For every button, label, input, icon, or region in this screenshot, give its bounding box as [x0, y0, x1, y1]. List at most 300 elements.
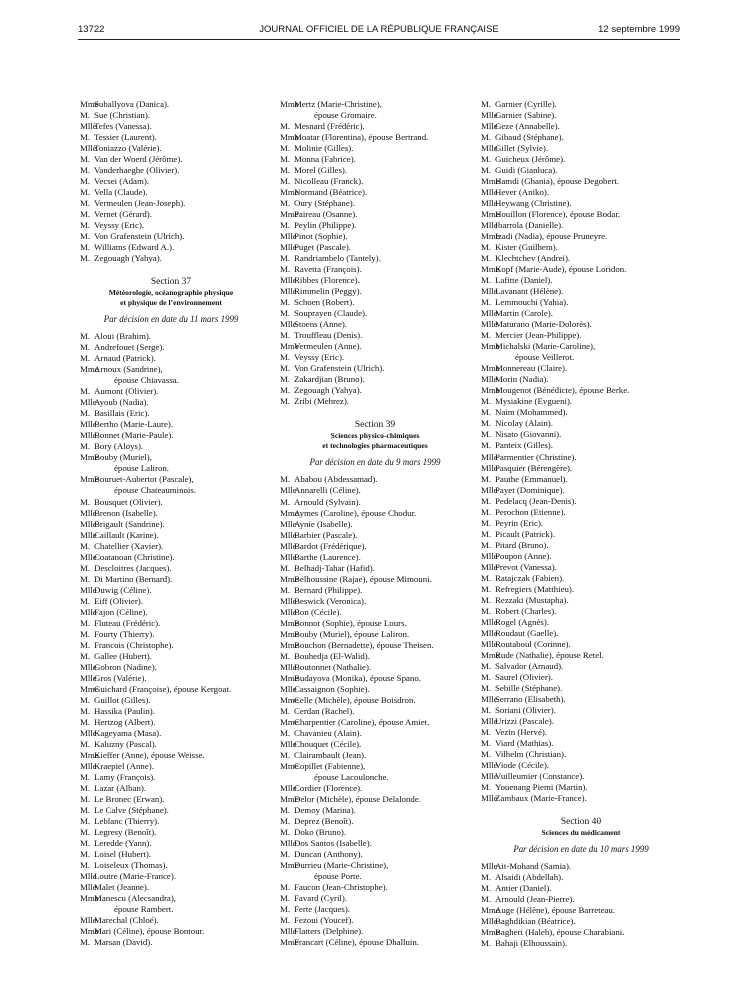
person-name: Cordier (Florence). — [294, 782, 363, 793]
title-abbrev: M. — [80, 441, 91, 452]
title-abbrev: M. — [280, 143, 291, 154]
list-item — [80, 794, 262, 805]
list-item — [481, 187, 681, 198]
list-item — [280, 651, 470, 662]
title-abbrev: M. — [280, 727, 291, 738]
person-name: Copillet (Fabienne), — [294, 760, 366, 771]
list-item — [280, 308, 470, 319]
title-abbrev: Mlle — [481, 110, 498, 121]
title-abbrev: Mme — [280, 341, 299, 352]
list-item — [80, 541, 262, 552]
list-item — [481, 683, 681, 694]
person-name: Mougenot (Bénédicte), épouse Berke. — [495, 385, 630, 396]
list-item — [80, 893, 262, 904]
list-item — [80, 838, 262, 849]
title-abbrev: Mme — [80, 893, 99, 904]
issue-date: 12 septembre 1999 — [598, 24, 680, 35]
title-abbrev: Mme — [481, 905, 500, 916]
list-item — [481, 617, 681, 628]
person-name: Cassaignon (Sophie). — [294, 683, 370, 694]
list-item — [280, 882, 470, 893]
person-name: Sebille (Stéphane). — [495, 682, 563, 693]
person-name: Bonnot (Sophie), épouse Lours. — [294, 617, 407, 628]
person-name: Leblanc (Thierry). — [94, 815, 160, 826]
title-abbrev: M. — [80, 793, 91, 804]
person-name: Gros (Valérie). — [94, 672, 147, 683]
title-abbrev: M. — [481, 517, 492, 528]
title-abbrev: Mlle — [80, 584, 97, 595]
section-subtitle: et technologies pharmaceutiques — [322, 441, 428, 451]
person-name: Vezin (Hervé). — [495, 726, 548, 737]
title-abbrev: M. — [481, 726, 492, 737]
list-item — [481, 927, 681, 938]
list-item — [481, 463, 681, 474]
person-name: Flatters (Delphine). — [294, 926, 364, 937]
list-item — [280, 209, 470, 220]
person-name: Guicheux (Jérôme). — [495, 154, 566, 165]
title-abbrev: M. — [280, 584, 291, 595]
person-name: Zambaux (Marie-France). — [495, 792, 587, 803]
title-abbrev: Mme — [481, 176, 500, 187]
person-name: Brenon (Isabelle). — [94, 507, 158, 518]
person-name: Kaluzny (Pascal). — [94, 738, 157, 749]
title-abbrev: Mlle — [481, 462, 498, 473]
list-item — [481, 121, 681, 132]
person-name: Morel (Gilles). — [294, 165, 348, 176]
title-abbrev: M. — [80, 782, 91, 793]
person-name: Vermeulen (Anne). — [294, 341, 362, 352]
title-abbrev: M. — [481, 704, 492, 715]
title-abbrev: M. — [481, 99, 492, 109]
title-abbrev: M. — [481, 407, 492, 418]
list-item-continuation: épouse Chateauminois. — [114, 485, 197, 496]
list-item — [80, 474, 262, 485]
list-item — [80, 827, 262, 838]
person-name: Vanderhaeghe (Olivier). — [94, 165, 180, 176]
person-name: Barthe (Laurence). — [294, 551, 361, 562]
title-abbrev: Mme — [481, 385, 500, 396]
list-item — [280, 838, 470, 849]
person-name: Peylin (Philippe). — [294, 220, 357, 231]
list-item — [481, 883, 681, 894]
title-abbrev: M. — [80, 386, 91, 397]
person-name: Fluteau (Frédéric). — [94, 617, 161, 628]
list-item — [80, 331, 262, 342]
person-name: Molinie (Gilles). — [294, 143, 354, 154]
list-item — [80, 772, 262, 783]
person-name: Andrefouet (Serge). — [94, 342, 165, 353]
title-abbrev: Mlle — [80, 551, 97, 562]
person-name: Normand (Béatrice). — [294, 187, 368, 198]
title-abbrev: M. — [80, 562, 91, 573]
list-item — [481, 319, 681, 330]
person-name: Schoen (Robert). — [294, 297, 355, 308]
person-name: Loutre (Marie-France). — [94, 871, 177, 882]
list-item — [280, 794, 470, 805]
title-abbrev: M. — [80, 771, 91, 782]
person-name: Martin (Carole). — [495, 308, 553, 319]
list-item — [481, 738, 681, 749]
list-item — [280, 574, 470, 585]
title-abbrev: Mlle — [280, 738, 297, 749]
list-item — [481, 253, 681, 264]
list-item — [80, 121, 262, 132]
list-item-continuation: épouse Gromaire. — [314, 110, 377, 121]
person-name: Guichard (Françoise), épouse Kergoat. — [94, 683, 232, 694]
list-item-continuation: épouse Rambert. — [114, 904, 174, 915]
person-name: Bousquet (Olivier). — [94, 496, 163, 507]
title-abbrev: Mlle — [481, 861, 498, 872]
list-item — [280, 618, 470, 629]
title-abbrev: M. — [481, 528, 492, 539]
list-item — [481, 727, 681, 738]
title-abbrev: Mlle — [80, 143, 97, 154]
title-abbrev: M. — [80, 331, 91, 342]
title-abbrev: M. — [280, 396, 291, 407]
person-name: Van der Woerd (Jérôme). — [94, 154, 183, 165]
person-name: Paireau (Osanne). — [294, 209, 358, 220]
list-item — [481, 143, 681, 154]
list-item — [80, 552, 262, 563]
title-abbrev: Mlle — [80, 121, 97, 132]
title-abbrev: Mlle — [280, 529, 297, 540]
list-item — [481, 242, 681, 253]
person-name: Annarelli (Céline). — [294, 485, 361, 496]
title-abbrev: M. — [80, 650, 91, 661]
list-item — [280, 673, 470, 684]
list-item — [80, 915, 262, 926]
title-abbrev: Mlle — [280, 551, 297, 562]
list-item — [80, 519, 262, 530]
list-item — [481, 606, 681, 617]
title-abbrev: M. — [481, 737, 492, 748]
person-name: Perochon (Etienne). — [495, 506, 566, 517]
list-item — [80, 176, 262, 187]
person-name: Kieffer (Anne), épouse Weisse. — [94, 749, 205, 760]
title-abbrev: M. — [80, 826, 91, 837]
person-name: Ababou (Abdessamad). — [294, 474, 378, 485]
list-item — [280, 176, 470, 187]
title-abbrev: Mme — [80, 474, 99, 485]
person-name: Budayova (Monika), épouse Spano. — [294, 672, 421, 683]
column-1 — [80, 99, 262, 948]
list-item — [280, 297, 470, 308]
title-abbrev: Mme — [280, 507, 299, 518]
title-abbrev: M. — [481, 297, 492, 308]
title-abbrev: M. — [481, 275, 492, 286]
person-name: Vilhelm (Christian). — [495, 748, 567, 759]
title-abbrev: Mlle — [481, 616, 498, 627]
person-name: Basillais (Eric). — [94, 408, 150, 419]
title-abbrev: M. — [280, 385, 291, 396]
person-name: Pedelacq (Jean-Denis). — [495, 495, 577, 506]
list-item — [481, 330, 681, 341]
list-item — [280, 385, 470, 396]
list-item — [280, 783, 470, 794]
page-header — [78, 24, 680, 38]
title-abbrev: M. — [80, 804, 91, 815]
person-name: Kopf (Marie-Aude), épouse Loridon. — [495, 264, 627, 275]
section-heading: Section 39 — [354, 420, 396, 431]
list-item — [280, 530, 470, 541]
person-name: Bahaji (Elhoussain). — [495, 938, 568, 949]
journal-title: JOURNAL OFFICIEL DE LA RÉPUBLIQUE FRANÇAISE — [259, 24, 499, 35]
person-name: Doko (Bruno). — [294, 826, 347, 837]
person-name: Hertzog (Albert). — [94, 716, 156, 727]
list-item — [280, 99, 470, 110]
person-name: Rezzaki (Mustapha). — [495, 594, 569, 605]
title-abbrev: Mme — [481, 209, 500, 220]
title-abbrev: M. — [280, 165, 291, 176]
list-item — [481, 474, 681, 485]
list-item — [481, 771, 681, 782]
list-item — [80, 728, 262, 739]
page-number: 13722 — [78, 24, 105, 35]
title-abbrev: Mme — [481, 341, 500, 352]
list-item — [80, 508, 262, 519]
list-item — [280, 198, 470, 209]
list-item — [80, 198, 262, 209]
title-abbrev: Mlle — [280, 926, 297, 937]
list-item — [80, 342, 262, 353]
person-name: Eiff (Olivier). — [94, 595, 143, 606]
title-abbrev: M. — [481, 473, 492, 484]
person-name: Michalski (Marie-Caroline), — [495, 341, 596, 352]
list-item — [481, 518, 681, 529]
person-name: Antier (Daniel). — [495, 883, 552, 894]
list-item — [80, 684, 262, 695]
list-item — [80, 805, 262, 816]
list-item — [481, 396, 681, 407]
list-item — [80, 408, 262, 419]
list-item — [80, 596, 262, 607]
title-abbrev: M. — [481, 883, 492, 894]
title-abbrev: Mme — [280, 793, 299, 804]
title-abbrev: Mlle — [481, 220, 498, 231]
list-item — [481, 782, 681, 793]
title-abbrev: Mme — [280, 573, 299, 584]
title-abbrev: M. — [481, 605, 492, 616]
list-item — [280, 187, 470, 198]
list-item — [280, 363, 470, 374]
title-abbrev: M. — [280, 849, 291, 859]
title-abbrev: M. — [481, 506, 492, 517]
list-item — [80, 739, 262, 750]
person-name: Kraepiel (Anne). — [94, 760, 154, 771]
title-abbrev: Mlle — [481, 916, 498, 927]
list-item — [481, 231, 681, 242]
list-item — [481, 595, 681, 606]
list-item — [280, 662, 470, 673]
list-item — [280, 264, 470, 275]
person-name: Deprez (Benoît). — [294, 815, 354, 826]
list-item — [481, 308, 681, 319]
list-item — [481, 749, 681, 760]
title-abbrev: M. — [481, 165, 492, 176]
list-item — [280, 220, 470, 231]
list-item — [280, 474, 470, 485]
title-abbrev: Mlle — [80, 661, 97, 672]
person-name: Bagheri (Haleh), épouse Charabiani. — [495, 927, 625, 938]
person-name: Cerdan (Rachel). — [294, 705, 355, 716]
list-item — [80, 937, 262, 948]
person-name: Celle (Michèle), épouse Boisdron. — [294, 694, 416, 705]
title-abbrev: Mlle — [280, 683, 297, 694]
person-name: Randriambelo (Tantely). — [294, 253, 381, 264]
person-name: Lafitte (Daniel). — [495, 275, 553, 286]
person-name: Tessier (Laurent). — [94, 132, 157, 143]
list-item — [481, 661, 681, 672]
title-abbrev: M. — [280, 297, 291, 308]
list-item — [481, 861, 681, 872]
title-abbrev: M. — [481, 682, 492, 693]
title-abbrev: Mlle — [481, 759, 498, 770]
list-item — [280, 915, 470, 926]
list-item — [280, 374, 470, 385]
person-name: Fourty (Thierry). — [94, 628, 155, 639]
list-item — [280, 629, 470, 640]
title-abbrev: Mme — [80, 926, 99, 937]
title-abbrev: M. — [280, 562, 291, 573]
person-name: Ferte (Jacques). — [294, 904, 350, 915]
list-item — [280, 827, 470, 838]
title-abbrev: M. — [280, 253, 291, 264]
title-abbrev: M. — [80, 154, 91, 165]
person-name: Gallee (Hubert). — [94, 650, 152, 661]
title-abbrev: M. — [481, 748, 492, 759]
title-abbrev: M. — [280, 749, 291, 760]
person-name: Arnould (Jean-Pierre). — [495, 894, 575, 905]
list-item — [80, 132, 262, 143]
list-item — [80, 618, 262, 629]
person-name: Lazar (Alban). — [94, 782, 147, 793]
list-item — [80, 706, 262, 717]
title-abbrev: M. — [80, 849, 91, 859]
list-item — [80, 430, 262, 441]
list-item — [280, 154, 470, 165]
list-item — [280, 596, 470, 607]
list-item — [481, 793, 681, 804]
list-item — [481, 286, 681, 297]
list-item — [280, 926, 470, 937]
list-item — [80, 662, 262, 673]
person-name: Robert (Charles). — [495, 605, 557, 616]
list-item — [280, 904, 470, 915]
person-name: Lavanant (Hélène). — [495, 286, 564, 297]
list-item — [280, 341, 470, 352]
list-item — [481, 584, 681, 595]
person-name: Lamy (François). — [94, 771, 156, 782]
title-abbrev: M. — [481, 132, 492, 143]
title-abbrev: M. — [481, 440, 492, 451]
person-name: Veyssy (Eric). — [294, 352, 345, 363]
person-name: Bernard (Philippe). — [294, 584, 363, 595]
title-abbrev: M. — [481, 781, 492, 792]
list-item — [80, 419, 262, 430]
person-name: Poupon (Anne). — [495, 550, 552, 561]
title-abbrev: M. — [481, 330, 492, 341]
person-name: Bouruet-Aubertot (Pascale), — [94, 474, 194, 485]
title-abbrev: Mlle — [80, 727, 97, 738]
title-abbrev: Mlle — [481, 187, 498, 198]
person-name: Beswick (Veronica). — [294, 595, 367, 606]
title-abbrev: M. — [80, 253, 91, 264]
person-name: Arnoux (Sandrine), — [94, 364, 163, 375]
title-abbrev: Mlle — [80, 871, 97, 882]
list-item — [80, 926, 262, 937]
title-abbrev: Mme — [481, 231, 500, 242]
title-abbrev: M. — [80, 716, 91, 727]
list-item-continuation: épouse Porte. — [314, 871, 362, 882]
decision-date: Par décision en date du 9 mars 1999 — [309, 457, 441, 468]
person-name: Ayoub (Nadia). — [94, 397, 149, 408]
list-item — [80, 353, 262, 364]
person-name: Zegouagh (Yahya). — [94, 253, 162, 264]
title-abbrev: M. — [481, 594, 492, 605]
title-abbrev: Mlle — [80, 672, 97, 683]
list-item — [481, 418, 681, 429]
title-abbrev: Mme — [481, 264, 500, 275]
title-abbrev: Mlle — [280, 518, 297, 529]
title-abbrev: M. — [280, 496, 291, 507]
list-item — [80, 187, 262, 198]
spacer — [280, 407, 470, 418]
person-name: Malet (Jeanne). — [94, 882, 150, 893]
person-name: Di Martino (Bernard). — [94, 573, 173, 584]
title-abbrev: M. — [280, 882, 291, 893]
person-name: Rude (Nathalie), épouse Retel. — [495, 649, 604, 660]
list-item — [280, 231, 470, 242]
person-name: Aumont (Olivier). — [94, 386, 159, 397]
list-item — [80, 607, 262, 618]
title-abbrev: Mme — [280, 694, 299, 705]
title-abbrev: Mlle — [280, 275, 297, 286]
title-abbrev: M. — [80, 496, 91, 507]
list-item — [481, 760, 681, 771]
title-abbrev: M. — [80, 573, 91, 584]
person-name: Chatellier (Xavier). — [94, 540, 164, 551]
person-name: Ibarrola (Danielle). — [495, 220, 564, 231]
list-item — [481, 374, 681, 385]
list-item — [80, 364, 262, 375]
person-name: Houillon (Florence), épouse Bodar. — [495, 209, 621, 220]
list-item — [481, 176, 681, 187]
person-name: Veyssy (Eric). — [94, 220, 145, 231]
section-subtitle: Météorologie, océanographie physique — [108, 288, 234, 298]
title-abbrev: M. — [80, 837, 91, 848]
person-name: Marsan (David). — [94, 937, 153, 948]
list-item — [80, 441, 262, 452]
person-name: Viode (Cécile). — [495, 759, 549, 770]
list-item — [481, 209, 681, 220]
list-item — [280, 497, 470, 508]
title-abbrev: Mme — [481, 927, 500, 938]
person-name: Pauthe (Emmanuel). — [495, 473, 568, 484]
person-name: Prevot (Vanessa). — [495, 561, 557, 572]
title-abbrev: Mlle — [80, 606, 97, 617]
title-abbrev: M. — [481, 572, 492, 583]
person-name: Le Calve (Stéphane). — [94, 804, 169, 815]
title-abbrev: M. — [481, 429, 492, 440]
title-abbrev: Mlle — [280, 540, 297, 551]
list-item — [280, 640, 470, 651]
title-abbrev: Mme — [280, 99, 299, 109]
list-item — [280, 508, 470, 519]
title-abbrev: M. — [280, 826, 291, 837]
person-name: Bory (Aloys). — [94, 441, 144, 452]
column-2 — [280, 99, 470, 948]
person-name: Soriani (Olivier). — [495, 704, 556, 715]
